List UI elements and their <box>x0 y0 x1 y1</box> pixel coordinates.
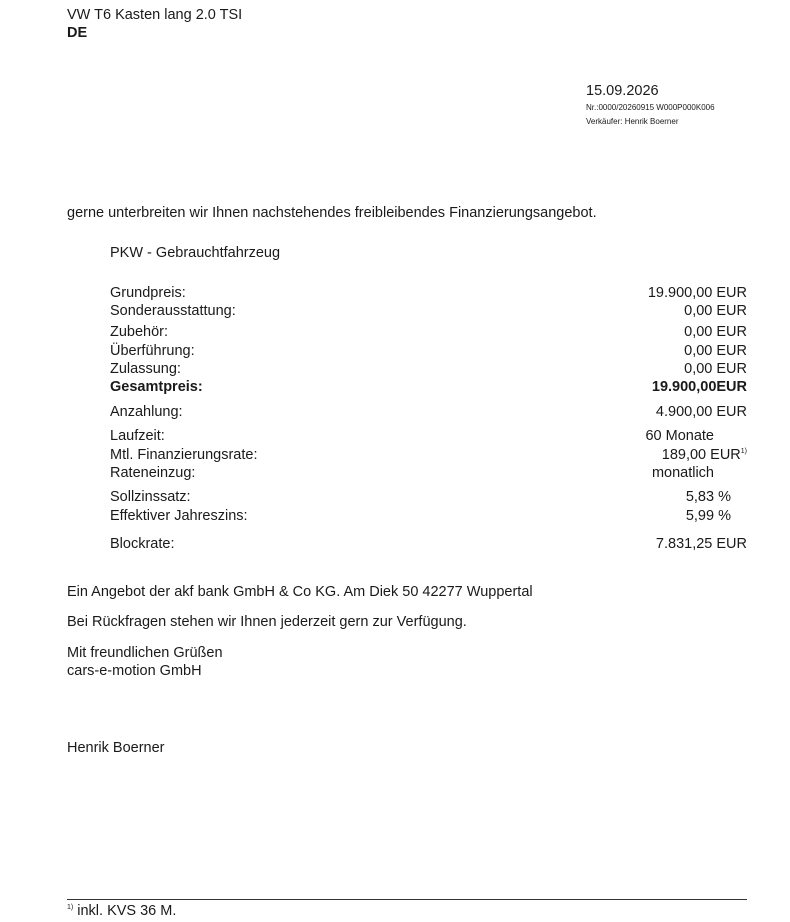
label-zubehoer: Zubehör: <box>110 324 169 340</box>
country-code: DE <box>67 25 88 41</box>
company-name: cars-e-motion GmbH <box>67 663 202 679</box>
footnote-number: 1) <box>67 904 74 912</box>
footnote-divider <box>67 899 747 900</box>
value-grundpreis: 19.900,00 EUR <box>647 285 747 301</box>
value-anzahlung: 4.900,00 EUR <box>655 404 747 420</box>
value-laufzeit: 60 Monate <box>645 428 714 444</box>
value-zubehoer: 0,00 EUR <box>684 324 747 340</box>
label-blockrate: Blockrate: <box>110 536 175 552</box>
label-rateneinzug: Rateneinzug: <box>110 465 196 481</box>
label-laufzeit: Laufzeit: <box>110 428 165 444</box>
value-ueberfuehrung: 0,00 EUR <box>684 343 747 359</box>
offer-number: Nr.:0000/20260915 W000P000K006 <box>586 103 715 112</box>
label-sonderausstattung: Sonderausstattung: <box>110 303 236 319</box>
signature-name: Henrik Boerner <box>67 740 165 756</box>
label-jahreszins: Effektiver Jahreszins: <box>110 508 248 524</box>
label-anzahlung: Anzahlung: <box>110 404 183 420</box>
value-rateneinzug: monatlich <box>651 465 714 481</box>
label-gesamtpreis: Gesamtpreis: <box>110 379 203 395</box>
value-sonderausstattung: 0,00 EUR <box>684 303 747 319</box>
seller-name: Verkäufer: Henrik Boerner <box>586 117 679 126</box>
value-blockrate: 7.831,25 EUR <box>655 536 747 552</box>
bank-offer-text: Ein Angebot der akf bank GmbH & Co KG. Am Diek 50 42277 Wuppertal <box>67 584 533 600</box>
label-zulassung: Zulassung: <box>110 361 181 377</box>
value-jahreszins: 5,99 % <box>685 508 731 524</box>
value-sollzinssatz: 5,83 % <box>685 489 731 505</box>
label-sollzinssatz: Sollzinssatz: <box>110 489 191 505</box>
value-gesamtpreis: 19.900,00EUR <box>651 379 747 395</box>
footnote <box>67 903 176 919</box>
questions-text: Bei Rückfragen stehen wir Ihnen jederzeit gern zur Verfügung. <box>67 614 467 630</box>
intro-text: gerne unterbreiten wir Ihnen nachstehendes freibleibendes Finanzierungsangebot. <box>67 205 597 221</box>
footnote-marker: 1) <box>740 448 747 456</box>
value-finanzierungsrate-wrap <box>662 447 747 463</box>
offer-date: 15.09.2026 <box>586 83 659 99</box>
value-finanzierungsrate: 189,00 EUR <box>661 447 741 463</box>
vehicle-type: PKW - Gebrauchtfahrzeug <box>110 245 281 261</box>
value-zulassung: 0,00 EUR <box>684 361 747 377</box>
label-finanzierungsrate: Mtl. Finanzierungsrate: <box>110 447 258 463</box>
label-grundpreis: Grundpreis: <box>110 285 186 301</box>
footnote-text: inkl. KVS 36 M. <box>77 903 177 919</box>
greeting-text: Mit freundlichen Grüßen <box>67 645 223 661</box>
label-ueberfuehrung: Überführung: <box>110 343 195 359</box>
vehicle-title: VW T6 Kasten lang 2.0 TSI <box>67 7 243 23</box>
